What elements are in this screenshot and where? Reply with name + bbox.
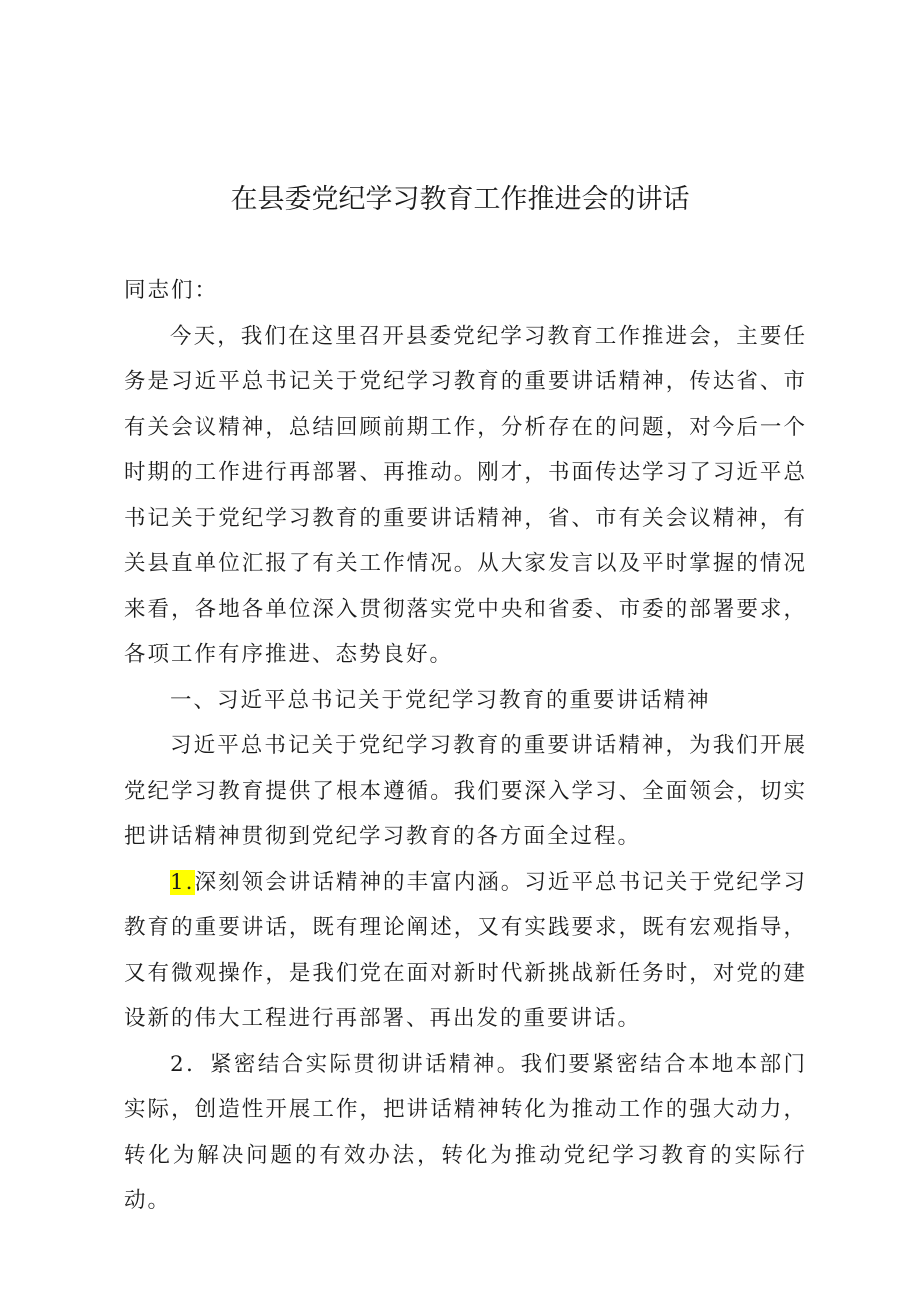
highlighted-item-number: 1. [170,869,195,895]
list-item-2-number: 2． [170,1051,210,1077]
list-item-2 [124,1042,807,1224]
list-item-1 [124,860,807,1042]
document-body [124,268,807,1224]
section-heading-1: 一、习近平总书记关于党纪学习教育的重要讲话精神 [170,687,711,713]
list-item-1-text: 深刻领会讲话精神的丰富内涵。习近平总书记关于党纪学习教育的重要讲话，既有理论阐述，又有实践要求，既有宏观指导，又有微观操作，是我们党在面对新时代新挑战新任务时，对党的建设新的伟大工程进行再部署、再出发的重要讲话。 [124,869,807,1031]
salutation: 同志们： [124,278,219,303]
list-item-2-text: 紧密结合实际贯彻讲话精神。我们要紧密结合本地本部门实际，创造性开展工作，把讲话精神转化为推动工作的强大动力，转化为解决问题的有效办法，转化为推动党纪学习教育的实际行动。 [124,1051,807,1213]
paragraph-opening: 今天，我们在这里召开县委党纪学习教育工作推进会，主要任务是习近平总书记关于党纪学习教育的重要讲话精神，传达省、市有关会议精神，总结回顾前期工作，分析存在的问题，对今后一个时期的工作进行再部署、再推动。刚才，书面传达学习了习近平总书记关于党纪学习教育的重要讲话精神，省、市有关会议精神，有关县直单位汇报了有关工作情况。从大家发言以及平时掌握的情况来看，各地各单位深入贯彻落实党中央和省委、市委的部署要求，各项工作有序推进、态势良好。 [124,323,807,667]
document-title: 在县委党纪学习教育工作推进会的讲话 [230,184,690,215]
paragraph-section-intro: 习近平总书记关于党纪学习教育的重要讲话精神，为我们开展党纪学习教育提供了根本遵循。我们要深入学习、全面领会，切实把讲话精神贯彻到党纪学习教育的各方面全过程。 [124,733,807,849]
